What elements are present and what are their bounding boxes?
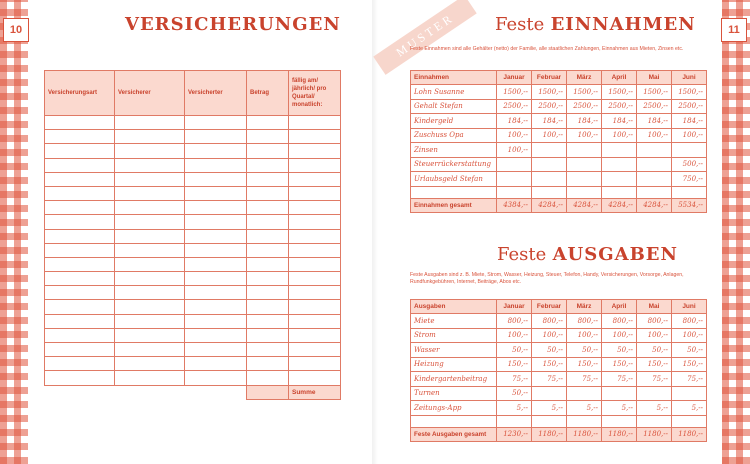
income-cell[interactable] xyxy=(637,143,672,158)
expenses-cell[interactable]: 75,-- xyxy=(672,372,707,387)
table-row xyxy=(411,143,707,158)
insurance-cell[interactable] xyxy=(45,116,115,130)
expenses-cell[interactable]: 50,-- xyxy=(602,343,637,358)
expenses-cell[interactable]: 800,-- xyxy=(602,314,637,329)
income-cell[interactable] xyxy=(532,172,567,187)
income-cell[interactable]: 1500,-- xyxy=(497,85,532,100)
income-cell[interactable]: 2500,-- xyxy=(602,99,637,114)
spacer-cell xyxy=(532,186,567,198)
insurance-cell[interactable] xyxy=(289,272,341,286)
insurance-cell[interactable] xyxy=(289,257,341,271)
page-number-left: 10 xyxy=(3,18,29,42)
income-cell[interactable] xyxy=(637,172,672,187)
income-total-row xyxy=(411,198,707,212)
insurance-cell[interactable] xyxy=(185,257,247,271)
income-cell[interactable] xyxy=(567,143,602,158)
income-total-cell[interactable]: 4284,-- xyxy=(532,198,567,212)
insurance-cell[interactable] xyxy=(289,314,341,328)
expenses-cell[interactable]: 5,-- xyxy=(637,401,672,416)
income-cell[interactable] xyxy=(602,172,637,187)
expenses-table xyxy=(410,299,707,442)
insurance-header-1: Versicherer xyxy=(115,71,185,116)
expenses-cell[interactable]: 100,-- xyxy=(637,328,672,343)
expenses-cell[interactable]: 150,-- xyxy=(602,357,637,372)
expenses-cell[interactable]: 100,-- xyxy=(567,328,602,343)
income-cell[interactable]: 1500,-- xyxy=(672,85,707,100)
expenses-cell[interactable]: 75,-- xyxy=(602,372,637,387)
insurance-cell[interactable] xyxy=(45,272,115,286)
table-row xyxy=(45,357,341,371)
income-cell[interactable]: 184,-- xyxy=(672,114,707,129)
expenses-cell[interactable]: 50,-- xyxy=(532,343,567,358)
insurance-header-3: Betrag xyxy=(247,71,289,116)
gingham-border-right xyxy=(722,0,750,464)
expenses-cell[interactable] xyxy=(672,386,707,401)
expenses-cell[interactable]: 5,-- xyxy=(532,401,567,416)
insurance-cell[interactable] xyxy=(115,215,185,229)
muster-stamp: MUSTER xyxy=(373,0,476,75)
expenses-header-1: Januar xyxy=(497,300,532,314)
expenses-total-row xyxy=(411,427,707,441)
expenses-total-cell[interactable]: 1180,-- xyxy=(602,427,637,441)
income-header-0: Einnahmen xyxy=(411,71,497,85)
insurance-cell[interactable] xyxy=(185,201,247,215)
insurance-cell[interactable] xyxy=(115,328,185,342)
income-cell[interactable] xyxy=(567,172,602,187)
income-cell[interactable] xyxy=(672,143,707,158)
insurance-cell[interactable] xyxy=(115,116,185,130)
income-cell[interactable] xyxy=(567,157,602,172)
expenses-total-cell[interactable]: 1180,-- xyxy=(532,427,567,441)
table-row xyxy=(411,372,707,387)
insurance-cell[interactable] xyxy=(185,215,247,229)
spacer-cell xyxy=(637,186,672,198)
spacer-cell xyxy=(567,186,602,198)
expenses-row-label[interactable]: Turnen xyxy=(411,386,497,401)
insurance-cell[interactable] xyxy=(45,371,115,385)
income-row-label[interactable]: Lohn Susanne xyxy=(411,85,497,100)
insurance-cell[interactable] xyxy=(289,300,341,314)
table-row xyxy=(411,85,707,100)
table-row xyxy=(411,328,707,343)
page-number-right: 11 xyxy=(721,18,747,42)
table-row xyxy=(45,186,341,200)
insurance-cell[interactable] xyxy=(45,243,115,257)
spacer-row xyxy=(411,415,707,427)
expenses-row-label[interactable]: Wasser xyxy=(411,343,497,358)
expenses-cell[interactable]: 50,-- xyxy=(567,343,602,358)
income-cell[interactable]: 100,-- xyxy=(567,128,602,143)
insurance-cell[interactable] xyxy=(289,116,341,130)
insurance-cell[interactable] xyxy=(115,286,185,300)
spacer-cell xyxy=(497,186,532,198)
insurance-cell[interactable] xyxy=(247,343,289,357)
expenses-title-light: Feste xyxy=(497,244,547,265)
income-total-cell[interactable]: 4284,-- xyxy=(637,198,672,212)
insurance-cell[interactable] xyxy=(115,257,185,271)
table-row xyxy=(411,314,707,329)
income-header-2: Februar xyxy=(532,71,567,85)
table-row xyxy=(45,257,341,271)
income-cell[interactable]: 184,-- xyxy=(637,114,672,129)
insurance-title: VERSICHERUNGEN xyxy=(125,14,341,35)
expenses-header-2: Februar xyxy=(532,300,567,314)
expenses-cell[interactable]: 800,-- xyxy=(637,314,672,329)
insurance-cell[interactable] xyxy=(45,158,115,172)
table-row xyxy=(411,386,707,401)
income-cell[interactable] xyxy=(497,172,532,187)
income-title xyxy=(495,14,696,35)
expenses-cell[interactable]: 5,-- xyxy=(602,401,637,416)
insurance-cell[interactable] xyxy=(45,300,115,314)
expenses-title-bold: AUSGABEN xyxy=(552,244,678,265)
income-header-1: Januar xyxy=(497,71,532,85)
table-row xyxy=(45,116,341,130)
insurance-cell[interactable] xyxy=(115,272,185,286)
expenses-cell[interactable] xyxy=(637,386,672,401)
insurance-header-2: Versicherter xyxy=(185,71,247,116)
insurance-cell[interactable] xyxy=(289,328,341,342)
income-total-cell[interactable]: 4384,-- xyxy=(497,198,532,212)
insurance-cell[interactable] xyxy=(45,130,115,144)
table-row xyxy=(45,300,341,314)
table-row xyxy=(45,371,341,385)
income-table xyxy=(410,70,707,213)
insurance-total-amount[interactable] xyxy=(247,385,289,399)
income-cell[interactable]: 100,-- xyxy=(637,128,672,143)
insurance-cell[interactable] xyxy=(185,186,247,200)
income-cell[interactable] xyxy=(532,143,567,158)
insurance-cell[interactable] xyxy=(247,186,289,200)
insurance-cell[interactable] xyxy=(289,357,341,371)
income-title-light: Feste xyxy=(495,14,545,35)
insurance-cell[interactable] xyxy=(115,357,185,371)
expenses-cell[interactable]: 150,-- xyxy=(497,357,532,372)
table-row xyxy=(411,343,707,358)
income-cell[interactable]: 1500,-- xyxy=(532,85,567,100)
table-row xyxy=(45,343,341,357)
expenses-cell[interactable]: 75,-- xyxy=(532,372,567,387)
insurance-cell[interactable] xyxy=(247,300,289,314)
income-cell[interactable]: 100,-- xyxy=(497,143,532,158)
insurance-cell[interactable] xyxy=(289,158,341,172)
expenses-row-label[interactable]: Kindergartenbeitrag xyxy=(411,372,497,387)
expenses-cell[interactable]: 800,-- xyxy=(672,314,707,329)
income-total-label: Einnahmen gesamt xyxy=(411,198,497,212)
insurance-cell[interactable] xyxy=(247,243,289,257)
expenses-total-cell[interactable]: 1180,-- xyxy=(672,427,707,441)
table-row xyxy=(411,172,707,187)
insurance-total-row xyxy=(45,385,341,399)
income-cell[interactable]: 500,-- xyxy=(672,157,707,172)
expenses-cell[interactable]: 5,-- xyxy=(567,401,602,416)
insurance-table xyxy=(44,70,341,400)
income-cell[interactable]: 100,-- xyxy=(602,128,637,143)
expenses-cell[interactable]: 800,-- xyxy=(497,314,532,329)
table-row xyxy=(411,99,707,114)
insurance-cell[interactable] xyxy=(247,201,289,215)
income-header-4: April xyxy=(602,71,637,85)
income-cell[interactable]: 100,-- xyxy=(672,128,707,143)
expenses-cell[interactable]: 5,-- xyxy=(672,401,707,416)
income-row-label[interactable]: Urlaubsgeld Stefan xyxy=(411,172,497,187)
insurance-cell[interactable] xyxy=(185,272,247,286)
insurance-cell[interactable] xyxy=(115,314,185,328)
table-row xyxy=(45,158,341,172)
income-cell[interactable]: 2500,-- xyxy=(637,99,672,114)
income-cell[interactable]: 2500,-- xyxy=(497,99,532,114)
insurance-header-0: Versicherungsart xyxy=(45,71,115,116)
insurance-cell[interactable] xyxy=(185,314,247,328)
table-row xyxy=(45,130,341,144)
insurance-cell[interactable] xyxy=(115,130,185,144)
expenses-cell[interactable]: 100,-- xyxy=(602,328,637,343)
insurance-cell[interactable] xyxy=(45,172,115,186)
income-cell[interactable] xyxy=(532,157,567,172)
income-cell[interactable]: 2500,-- xyxy=(567,99,602,114)
income-cell[interactable]: 1500,-- xyxy=(567,85,602,100)
income-cell[interactable]: 184,-- xyxy=(532,114,567,129)
expenses-cell[interactable]: 150,-- xyxy=(567,357,602,372)
insurance-cell[interactable] xyxy=(115,300,185,314)
expenses-header-4: April xyxy=(602,300,637,314)
spacer-row xyxy=(411,186,707,198)
insurance-cell[interactable] xyxy=(247,314,289,328)
table-row xyxy=(411,157,707,172)
expenses-header-6: Juni xyxy=(672,300,707,314)
table-row xyxy=(45,172,341,186)
expenses-cell[interactable]: 50,-- xyxy=(497,343,532,358)
expenses-cell[interactable]: 75,-- xyxy=(497,372,532,387)
expenses-header-0: Ausgaben xyxy=(411,300,497,314)
table-row xyxy=(45,144,341,158)
expenses-cell[interactable]: 150,-- xyxy=(637,357,672,372)
insurance-cell[interactable] xyxy=(289,286,341,300)
expenses-total-cell[interactable]: 1230,-- xyxy=(497,427,532,441)
spacer-cell xyxy=(411,186,497,198)
insurance-cell[interactable] xyxy=(45,229,115,243)
expenses-total-cell[interactable]: 1180,-- xyxy=(567,427,602,441)
insurance-cell[interactable] xyxy=(247,158,289,172)
spacer-cell xyxy=(411,415,497,427)
insurance-cell[interactable] xyxy=(289,371,341,385)
income-cell[interactable]: 2500,-- xyxy=(532,99,567,114)
income-cell[interactable]: 184,-- xyxy=(567,114,602,129)
insurance-cell[interactable] xyxy=(45,357,115,371)
spacer-cell xyxy=(672,186,707,198)
income-row-label[interactable]: Steuerrückerstattung xyxy=(411,157,497,172)
income-cell[interactable]: 184,-- xyxy=(497,114,532,129)
income-row-label[interactable]: Zuschuss Opa xyxy=(411,128,497,143)
income-total-cell[interactable]: 4284,-- xyxy=(602,198,637,212)
insurance-cell[interactable] xyxy=(185,343,247,357)
insurance-cell[interactable] xyxy=(247,257,289,271)
table-row xyxy=(45,328,341,342)
expenses-row-label[interactable]: Miete xyxy=(411,314,497,329)
spacer-cell xyxy=(637,415,672,427)
insurance-cell[interactable] xyxy=(247,116,289,130)
income-cell[interactable] xyxy=(637,157,672,172)
insurance-cell[interactable] xyxy=(45,201,115,215)
expenses-cell[interactable] xyxy=(567,386,602,401)
income-total-cell[interactable]: 5534,-- xyxy=(672,198,707,212)
table-row xyxy=(45,243,341,257)
expenses-cell[interactable]: 100,-- xyxy=(532,328,567,343)
expenses-row-label[interactable]: Heizung xyxy=(411,357,497,372)
insurance-cell[interactable] xyxy=(289,215,341,229)
insurance-cell[interactable] xyxy=(185,116,247,130)
insurance-cell[interactable] xyxy=(45,257,115,271)
insurance-cell[interactable] xyxy=(115,158,185,172)
insurance-cell[interactable] xyxy=(289,130,341,144)
spacer-cell xyxy=(602,186,637,198)
expenses-cell[interactable]: 75,-- xyxy=(567,372,602,387)
table-row xyxy=(45,229,341,243)
spacer-cell xyxy=(602,415,637,427)
insurance-cell[interactable] xyxy=(247,371,289,385)
expenses-cell[interactable]: 50,-- xyxy=(672,343,707,358)
insurance-cell[interactable] xyxy=(289,343,341,357)
expenses-cell[interactable]: 75,-- xyxy=(637,372,672,387)
insurance-cell[interactable] xyxy=(247,215,289,229)
book-gutter xyxy=(372,0,378,464)
income-cell[interactable] xyxy=(602,157,637,172)
insurance-cell[interactable] xyxy=(247,286,289,300)
expenses-cell[interactable]: 150,-- xyxy=(532,357,567,372)
insurance-cell[interactable] xyxy=(247,172,289,186)
insurance-cell[interactable] xyxy=(247,130,289,144)
table-row xyxy=(45,215,341,229)
insurance-cell[interactable] xyxy=(45,343,115,357)
income-note: Feste Einnahmen sind alle Gehälter (netto) der Familie, alle staatlichen Zahlungen, Einnahmen aus Mieten, Zinsen etc. xyxy=(410,46,684,52)
insurance-cell[interactable] xyxy=(289,201,341,215)
insurance-cell[interactable] xyxy=(185,172,247,186)
income-cell[interactable] xyxy=(602,143,637,158)
income-cell[interactable]: 184,-- xyxy=(602,114,637,129)
income-cell[interactable]: 100,-- xyxy=(532,128,567,143)
table-row xyxy=(411,128,707,143)
income-header-6: Juni xyxy=(672,71,707,85)
insurance-cell[interactable] xyxy=(247,144,289,158)
insurance-cell[interactable] xyxy=(289,243,341,257)
insurance-cell[interactable] xyxy=(289,172,341,186)
expenses-cell[interactable]: 50,-- xyxy=(637,343,672,358)
insurance-cell[interactable] xyxy=(185,229,247,243)
insurance-cell[interactable] xyxy=(185,158,247,172)
table-row xyxy=(411,114,707,129)
expenses-title xyxy=(497,244,678,265)
income-header-3: März xyxy=(567,71,602,85)
insurance-cell[interactable] xyxy=(45,314,115,328)
insurance-cell[interactable] xyxy=(185,300,247,314)
spacer-cell xyxy=(532,415,567,427)
spacer-cell xyxy=(497,415,532,427)
insurance-cell[interactable] xyxy=(185,357,247,371)
insurance-cell[interactable] xyxy=(115,201,185,215)
expenses-cell[interactable]: 5,-- xyxy=(497,401,532,416)
expenses-row-label[interactable]: Zeitungs-App xyxy=(411,401,497,416)
insurance-cell[interactable] xyxy=(289,144,341,158)
insurance-cell[interactable] xyxy=(247,229,289,243)
insurance-header-4: fällig am/ jährlich/ pro Quartal/ monatlich: xyxy=(289,71,341,116)
income-cell[interactable]: 2500,-- xyxy=(672,99,707,114)
expenses-cell[interactable]: 800,-- xyxy=(532,314,567,329)
gingham-border-left xyxy=(0,0,28,464)
expenses-cell[interactable]: 150,-- xyxy=(672,357,707,372)
table-row xyxy=(45,201,341,215)
income-row-label[interactable]: Gehalt Stefan xyxy=(411,99,497,114)
insurance-cell[interactable] xyxy=(185,371,247,385)
insurance-cell[interactable] xyxy=(115,371,185,385)
insurance-cell[interactable] xyxy=(115,343,185,357)
expenses-total-label: Feste Ausgaben gesamt xyxy=(411,427,497,441)
expenses-cell[interactable] xyxy=(532,386,567,401)
table-row xyxy=(45,272,341,286)
expenses-cell[interactable]: 100,-- xyxy=(672,328,707,343)
insurance-cell[interactable] xyxy=(45,144,115,158)
expenses-header-3: März xyxy=(567,300,602,314)
insurance-cell[interactable] xyxy=(45,328,115,342)
insurance-cell[interactable] xyxy=(45,286,115,300)
income-row-label[interactable]: Kindergeld xyxy=(411,114,497,129)
insurance-cell[interactable] xyxy=(115,243,185,257)
table-row xyxy=(45,286,341,300)
insurance-cell[interactable] xyxy=(185,286,247,300)
expenses-cell[interactable]: 800,-- xyxy=(567,314,602,329)
income-total-cell[interactable]: 4284,-- xyxy=(567,198,602,212)
insurance-cell[interactable] xyxy=(115,144,185,158)
insurance-cell[interactable] xyxy=(115,229,185,243)
insurance-cell[interactable] xyxy=(289,186,341,200)
spacer-cell xyxy=(672,415,707,427)
insurance-cell[interactable] xyxy=(247,357,289,371)
expenses-total-cell[interactable]: 1180,-- xyxy=(637,427,672,441)
insurance-cell[interactable] xyxy=(247,272,289,286)
insurance-cell[interactable] xyxy=(185,130,247,144)
expenses-cell[interactable]: 100,-- xyxy=(497,328,532,343)
expenses-cell[interactable] xyxy=(602,386,637,401)
insurance-total-label: Summe xyxy=(289,385,341,399)
income-title-bold: EINNAHMEN xyxy=(550,14,696,35)
insurance-cell[interactable] xyxy=(289,229,341,243)
expenses-note: Feste Ausgaben sind z. B. Miete, Strom, Wasser, Heizung, Steuer, Telefon, Handy, Versicherungen, Vorsorge, Anlagen, Rundfunkgebühren, Internet, Beiträge, Abos etc. xyxy=(410,272,684,285)
table-row xyxy=(411,357,707,372)
income-row-label[interactable]: Zinsen xyxy=(411,143,497,158)
expenses-row-label[interactable]: Strom xyxy=(411,328,497,343)
income-header-5: Mai xyxy=(637,71,672,85)
insurance-cell[interactable] xyxy=(115,172,185,186)
insurance-cell[interactable] xyxy=(115,186,185,200)
table-row xyxy=(45,314,341,328)
insurance-cell[interactable] xyxy=(45,215,115,229)
income-cell[interactable]: 1500,-- xyxy=(637,85,672,100)
insurance-cell[interactable] xyxy=(185,144,247,158)
insurance-cell[interactable] xyxy=(185,328,247,342)
expenses-cell[interactable]: 50,-- xyxy=(497,386,532,401)
income-cell[interactable]: 100,-- xyxy=(497,128,532,143)
spacer-cell xyxy=(567,415,602,427)
insurance-cell[interactable] xyxy=(45,186,115,200)
blank-cell xyxy=(45,385,247,399)
table-row xyxy=(411,401,707,416)
insurance-cell[interactable] xyxy=(185,243,247,257)
insurance-cell[interactable] xyxy=(247,328,289,342)
expenses-header-5: Mai xyxy=(637,300,672,314)
income-cell[interactable] xyxy=(497,157,532,172)
income-cell[interactable]: 750,-- xyxy=(672,172,707,187)
income-cell[interactable]: 1500,-- xyxy=(602,85,637,100)
